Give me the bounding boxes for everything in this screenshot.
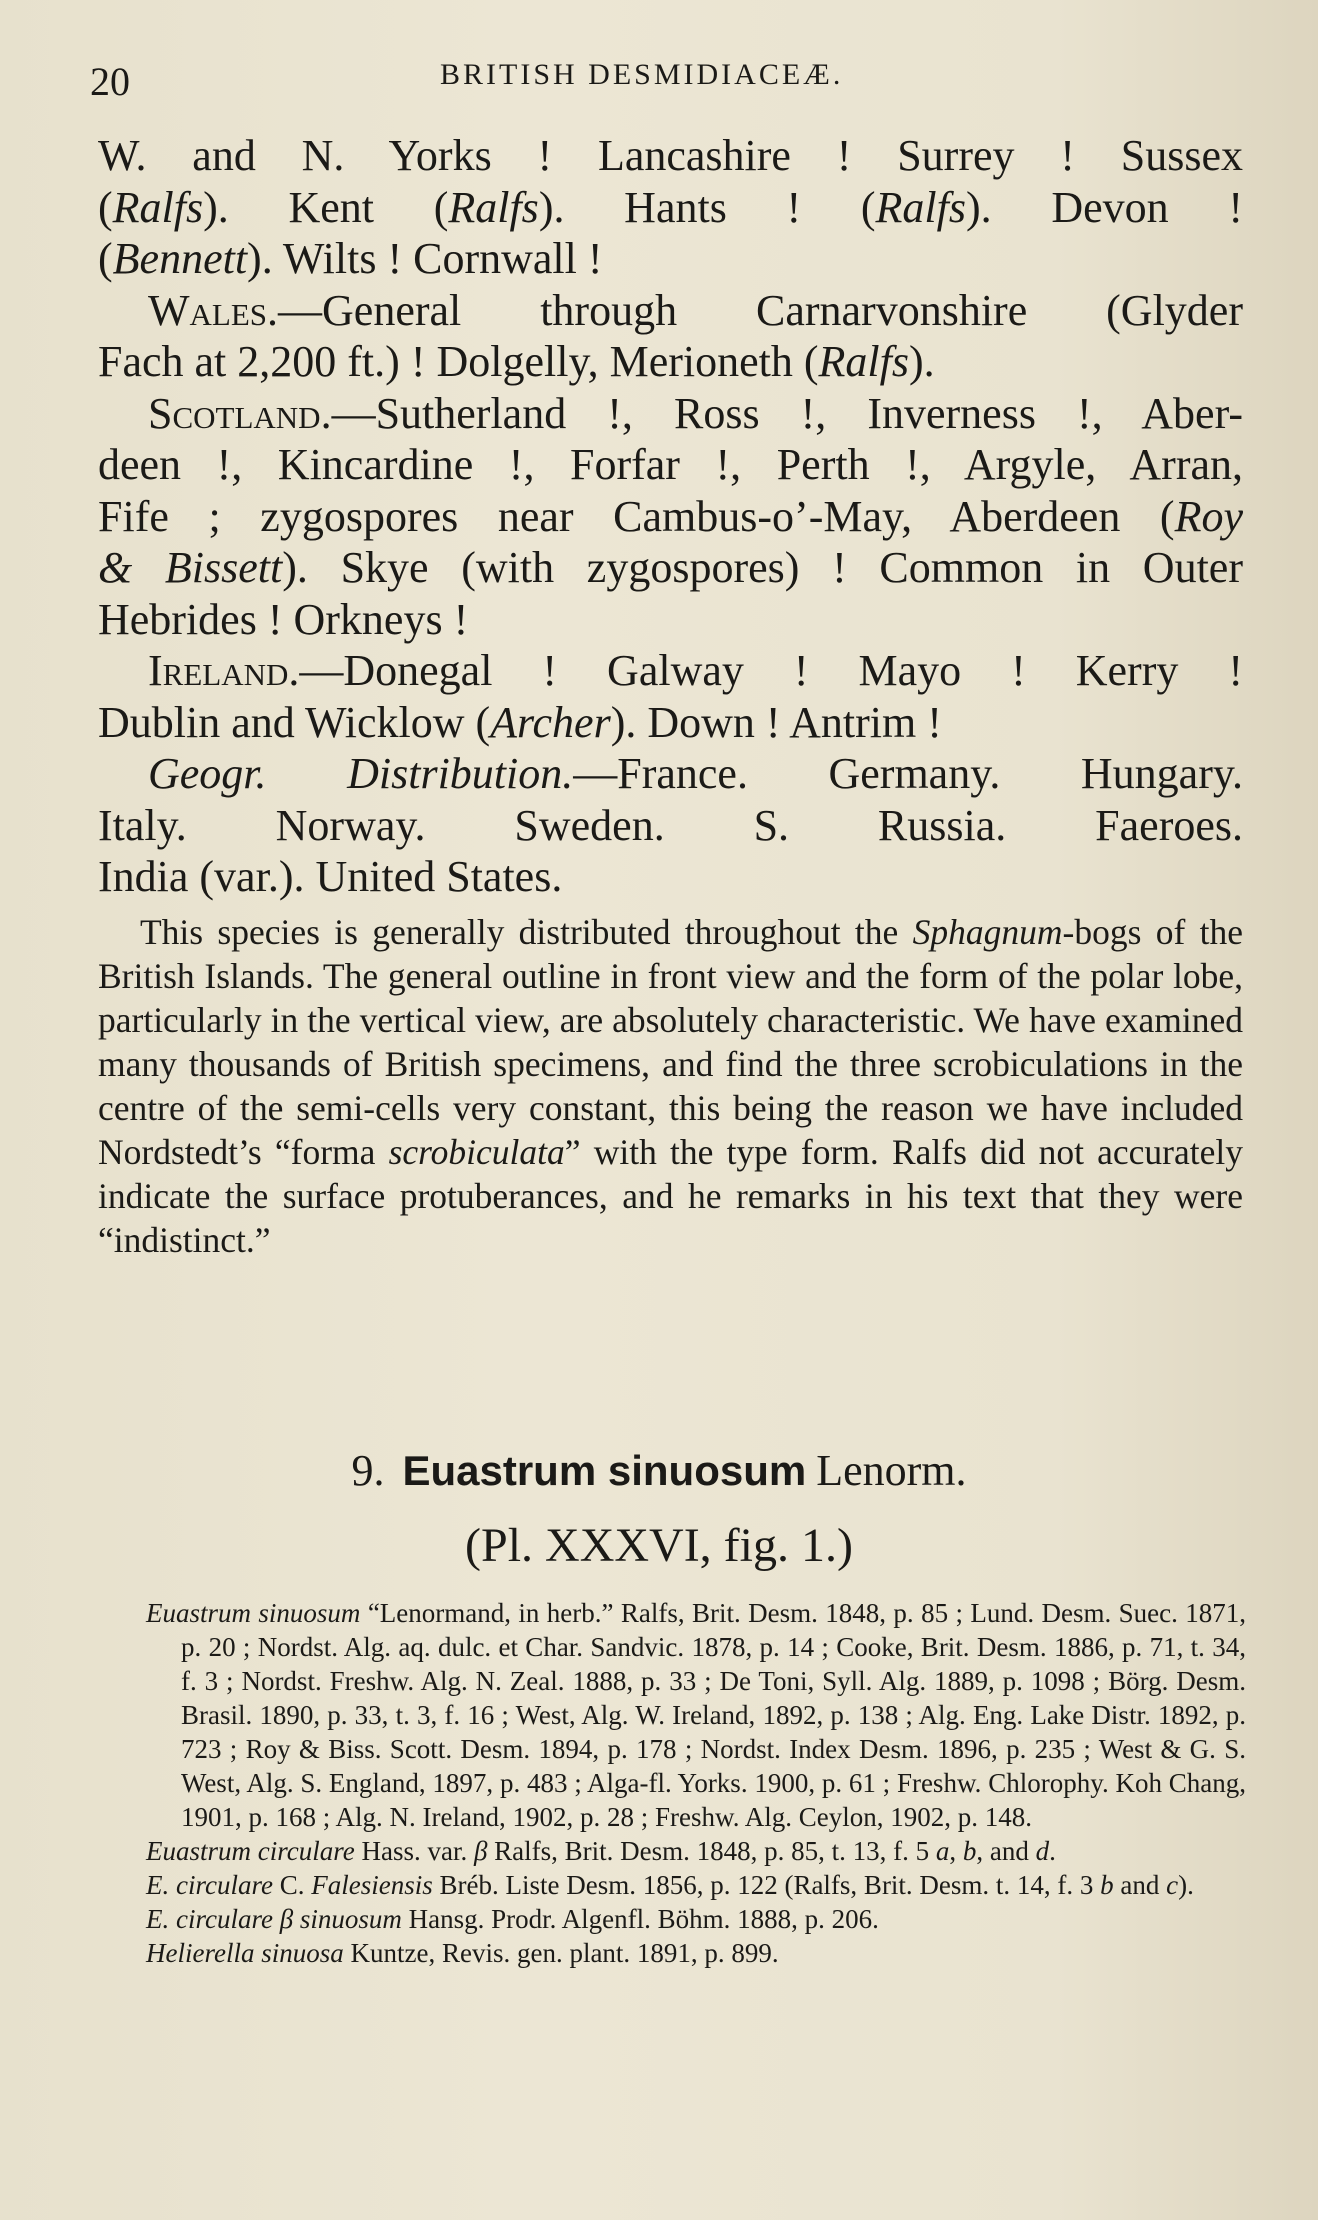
synonym-name: Euastrum circulare xyxy=(146,1836,355,1866)
synonym-name: Euastrum sinuosum xyxy=(146,1598,361,1628)
remarks-paragraph: This species is generally distributed throughout the Sphagnum-bogs of the British Islands. The general outline in front view and the form of the polar lobe, particularly in the vertical view, are absolutely characteristic. We have examined many thousands of British specimens, and find the three scrobiculations in the centre of the semi-cells very constant, this being the reason we have included Nordstedt’s “forma scrobiculata” with the type form. Ralfs did not accurately indicate the surface protuberances, and he remarks in his text that they were “indistinct.” xyxy=(98,912,1243,1260)
synonym-name: Helierella sinuosa xyxy=(146,1938,344,1968)
distribution-line: W. and N. Yorks ! Lancashire ! Surrey ! Sussex xyxy=(98,131,1243,180)
species-name: Euastrum sinuosum xyxy=(402,1447,807,1494)
geographic-distribution: Geogr. Distribution.—France. Germany. Hungary. xyxy=(148,749,1243,798)
distribution-line: Dublin and Wicklow (Archer). Down ! Antrim ! xyxy=(98,697,942,747)
distribution-line: (Ralfs). Kent (Ralfs). Hants ! (Ralfs). Devon ! xyxy=(98,182,1243,232)
distribution-line: Italy. Norway. Sweden. S. Russia. Faeroes. xyxy=(98,800,1243,850)
plate-reference: (Pl. XXXVI, fig. 1.) xyxy=(465,1519,853,1572)
species-number: 9. xyxy=(351,1446,385,1495)
ireland-paragraph: Ireland.—Donegal ! Galway ! Mayo ! Kerry ! xyxy=(148,646,1243,695)
distribution-line: (Bennett). Wilts ! Cornwall ! xyxy=(98,234,603,283)
region-label: Scotland. xyxy=(148,388,332,438)
geogr-label: Geogr. Distribution. xyxy=(148,749,574,798)
synonym-entry: E. circulare β sinuosum Hansg. Prodr. Algenfl. Böhm. 1888, p. 206. xyxy=(146,1904,879,1934)
species-author: Lenorm. xyxy=(816,1446,967,1495)
synonym-entry: Helierella sinuosa Kuntze, Revis. gen. plant. 1891, p. 899. xyxy=(146,1938,779,1968)
distribution-line: deen !, Kincardine !, Forfar !, Perth !, Argyle, Arran, xyxy=(98,440,1243,489)
species-heading xyxy=(0,1445,1318,1496)
synonymy-section xyxy=(146,1596,1246,1970)
synonym-entry: Euastrum circulare Hass. var. β Ralfs, Brit. Desm. 1848, p. 85, t. 13, f. 5 a, b, and d. xyxy=(146,1836,1056,1866)
distribution-line: Fach at 2,200 ft.) ! Dolgelly, Merioneth (Ralfs). xyxy=(98,337,935,386)
distribution-section xyxy=(98,130,1243,903)
distribution-line: Hebrides ! Orkneys ! xyxy=(98,594,469,644)
page-number: 20 xyxy=(90,59,130,104)
running-title: BRITISH DESMIDIACEÆ. xyxy=(440,58,844,91)
wales-paragraph: Wales.—General through Carnarvonshire (Glyder xyxy=(148,285,1243,335)
scotland-paragraph: Scotland.—Sutherland !, Ross !, Inverness !, Aber- xyxy=(148,388,1243,438)
region-label: Ireland. xyxy=(148,646,300,695)
synonym-name: E. circulare xyxy=(146,1870,273,1900)
region-label: Wales. xyxy=(148,285,279,335)
synonym-entry: Euastrum sinuosum “Lenormand, in herb.” Ralfs, Brit. Desm. 1848, p. 85 ; Lund. Desm. Suec. 1871, p. 20 ; Nordst. Alg. aq. dulc. et Char. Sandvic. 1878, p. 14 ; Cooke, Brit. Desm. 1886, p. 71, t. 34, f. 3 ; Nordst. Freshw. Alg. N. Zeal. 1888, p. 33 ; De Toni, Syll. Alg. 1889, p. 1098 ; Börg. Desm. Brasil. 1890, p. 33, t. 3, f. 16 ; West, Alg. W. Ireland, 1892, p. 138 ; Alg. Eng. Lake Distr. 1892, p. 723 ; Roy & Biss. Scott. Desm. 1894, p. 178 ; Nordst. Index Desm. 1896, p. 235 ; West & G. S. West, Alg. S. England, 1897, p. 483 ; Alga-fl. Yorks. 1900, p. 61 ; Freshw. Chlorophy. Koh Chang, 1901, p. 168 ; Alg. N. Ireland, 1902, p. 28 ; Freshw. Alg. Ceylon, 1902, p. 148. xyxy=(146,1598,1246,1832)
running-head xyxy=(90,52,1240,102)
synonym-name: E. circulare β sinuosum xyxy=(146,1904,402,1934)
synonym-entry: E. circulare C. Falesiensis Bréb. Liste Desm. 1856, p. 122 (Ralfs, Brit. Desm. t. 14, f. 3 b and c). xyxy=(146,1870,1194,1900)
distribution-line: Fife ; zygospores near Cambus-o’-May, Aberdeen (Roy xyxy=(98,491,1243,541)
distribution-line: & Bissett). Skye (with zygospores) ! Common in Outer xyxy=(98,543,1243,592)
distribution-line: India (var.). United States. xyxy=(98,852,563,901)
